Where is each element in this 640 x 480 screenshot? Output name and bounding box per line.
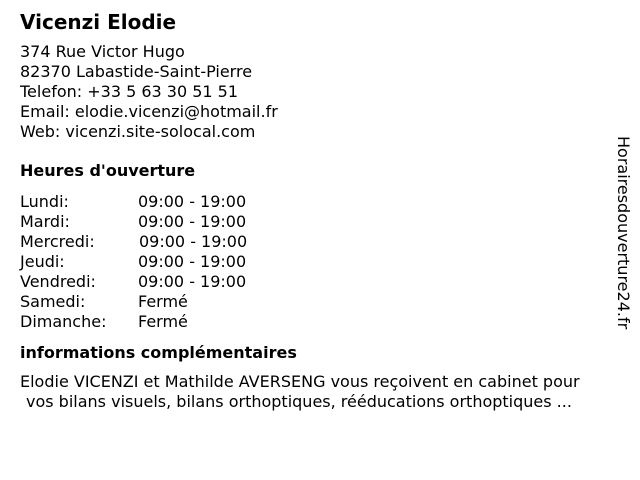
opening-hours-list [20, 192, 630, 332]
additional-info-text [20, 372, 632, 412]
time-value: Fermé [138, 312, 188, 331]
web-line: Web: vicenzi.site-solocal.com [20, 122, 256, 141]
time-value: 09:00 - 19:00 [138, 252, 247, 271]
day-label: Vendredi: [20, 272, 96, 291]
time-value: 09:00 - 19:00 [139, 232, 248, 251]
additional-info-line-1: Elodie VICENZI et Mathilde AVERSENG vous reçoivent en cabinet pour [20, 372, 580, 391]
day-label: Jeudi: [20, 252, 65, 271]
business-name: Vicenzi Elodie [20, 10, 177, 34]
time-value: 09:00 - 19:00 [138, 192, 247, 211]
hours-row-wednesday [20, 232, 630, 252]
time-value: 09:00 - 19:00 [138, 212, 247, 231]
business-card [20, 9, 630, 412]
day-label: Mercredi: [20, 232, 95, 251]
day-label: Lundi: [20, 192, 69, 211]
additional-info-heading: informations complémentaires [20, 343, 297, 362]
address-line-1: 374 Rue Victor Hugo [20, 42, 185, 61]
opening-hours-heading: Heures d'ouverture [20, 161, 196, 180]
hours-row-tuesday [20, 212, 630, 232]
day-label: Samedi: [20, 292, 86, 311]
hours-row-sunday [20, 312, 630, 332]
hours-row-friday [20, 272, 630, 292]
time-value: Fermé [138, 292, 188, 311]
day-label: Mardi: [20, 212, 70, 231]
additional-info-line-2: vos bilans visuels, bilans orthoptiques, rééducations orthoptiques ... [26, 392, 572, 411]
hours-row-thursday [20, 252, 630, 272]
time-value: 09:00 - 19:00 [138, 272, 247, 291]
hours-row-saturday [20, 292, 630, 312]
site-watermark: Horairesdouverture24.fr [614, 136, 633, 330]
address-line-2: 82370 Labastide-Saint-Pierre [20, 62, 253, 81]
phone-line: Telefon: +33 5 63 30 51 51 [20, 82, 239, 101]
day-label: Dimanche: [20, 312, 107, 331]
hours-row-monday [20, 192, 630, 212]
email-line: Email: elodie.vicenzi@hotmail.fr [20, 102, 278, 121]
